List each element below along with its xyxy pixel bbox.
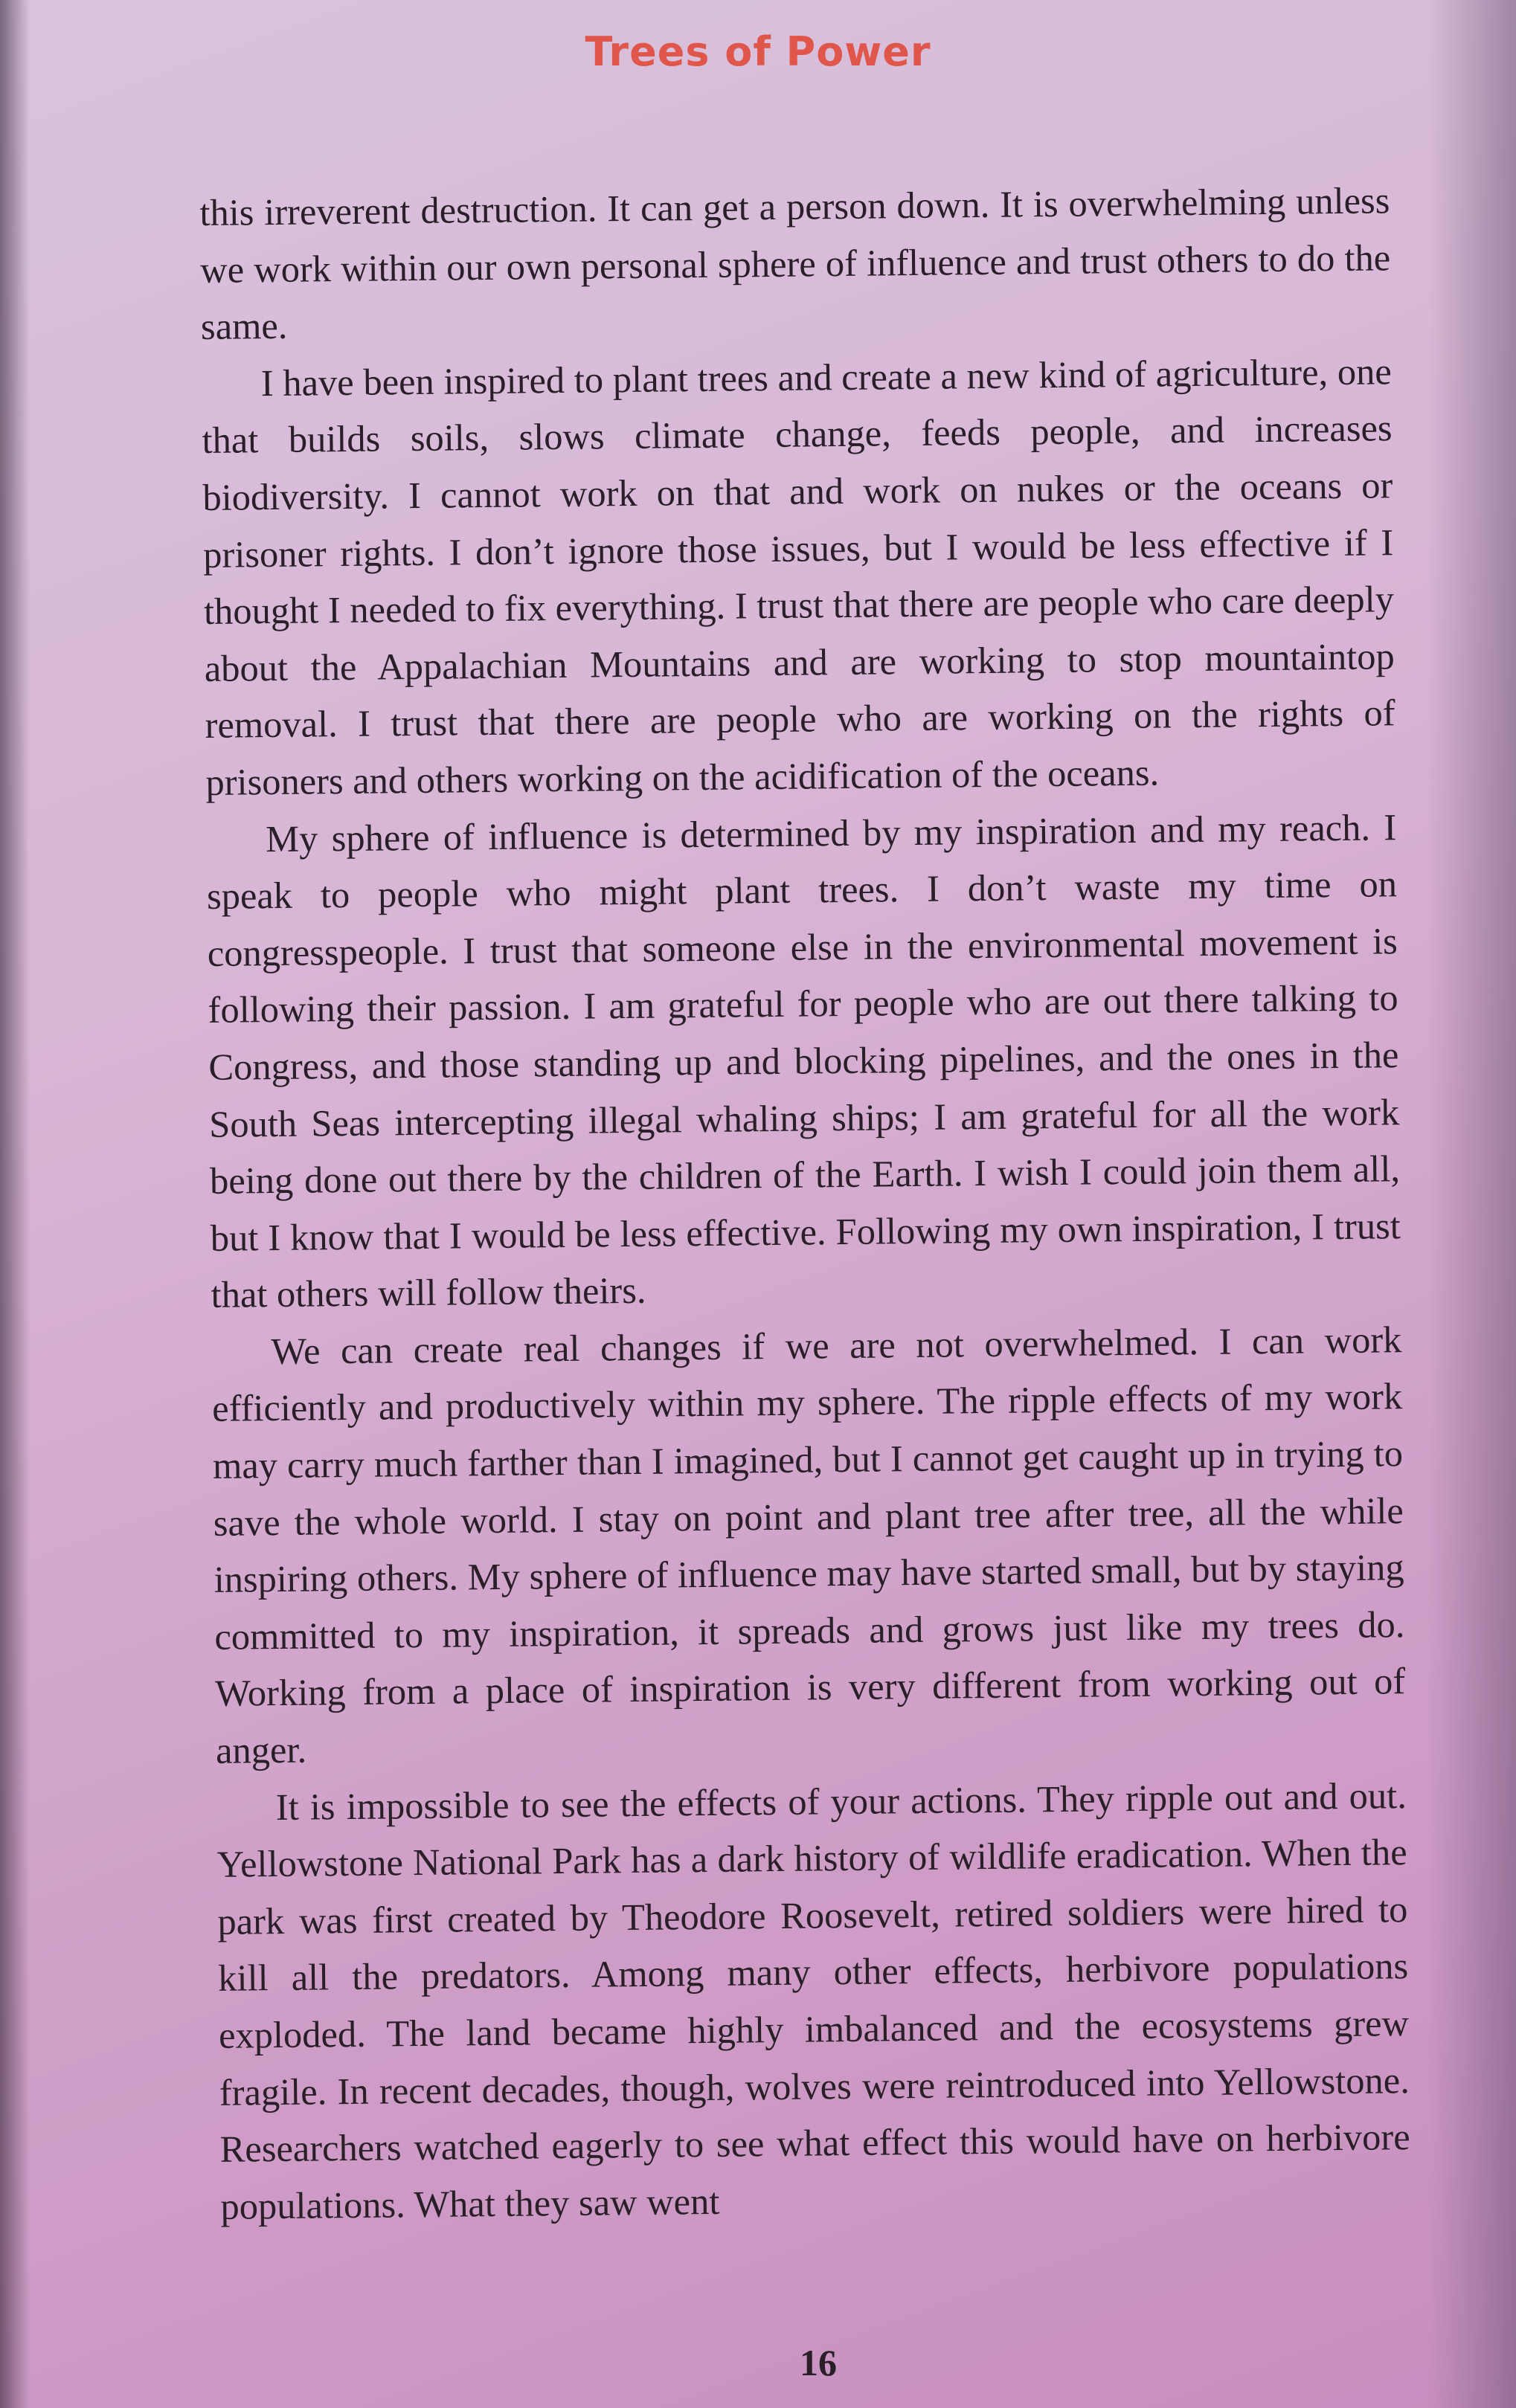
page-number: 16 bbox=[800, 2342, 837, 2383]
paragraph: this irreverent destruction. It can get a person down. It is overwhelming unless we work within our own personal sphere of influence and trust others to do the same. bbox=[199, 179, 1391, 348]
paragraph: We can create real changes if we are not overwhelmed. I can work efficiently and productively within my sphere. The ripple effects of my work may carry much farther than I imagined, but I cannot get caught up in trying to save the whole world. I stay on point and plant tree after tree, all the while inspiring others. My sphere of influence may have started small, but by staying committed to my inspiration, it spreads and grows just like my trees do. Working from a place of inspiration is very different from working out of anger. bbox=[211, 1319, 1406, 1771]
body-text bbox=[199, 172, 1411, 2235]
running-head: Trees of Power bbox=[585, 28, 931, 75]
paragraph: My sphere of influence is determined by my inspiration and my reach. I speak to people who might plant trees. I don’t waste my time on congresspeople. I trust that someone else in the environmental movement is following their passion. I am grateful for people who are out there talking to Congress, and those standing up and blocking pipelines, and the ones in the South Seas intercepting illegal whaling ships; I am grateful for all the work being done out there by the children of the Earth. I wish I could join them all, but I know that I would be less effective. Following my own inspiration, I trust that others will follow theirs. bbox=[206, 805, 1401, 1316]
paragraph: I have been inspired to plant trees and create a new kind of agriculture, one that builds soils, slows climate change, feeds people, and increases biodiversity. I cannot work on that and work on nukes or the oceans or prisoner rights. I don’t ignore those issues, but I would be less effective if I thought I needed to fix everything. I trust that there are people who care deeply about the Appalachian Mountains and are working to stop mountaintop removal. I trust that there are people who are working on the rights of prisoners and others working on the acidification of the oceans. bbox=[202, 350, 1395, 803]
paragraph: It is impossible to see the effects of your actions. They ripple out and out. Yellowstone National Park has a dark history of wildlife eradication. When the park was first created by Theodore Roosevelt, retired soldiers were hired to kill all the predators. Among many other effects, herbivore populations exploded. The land became highly imbalanced and the ecosystems grew fragile. In recent decades, though, wolves were reintroduced into Yellowstone. Researchers watched eagerly to see what effect this would have on herbivore populations. What they saw went bbox=[216, 1774, 1410, 2227]
